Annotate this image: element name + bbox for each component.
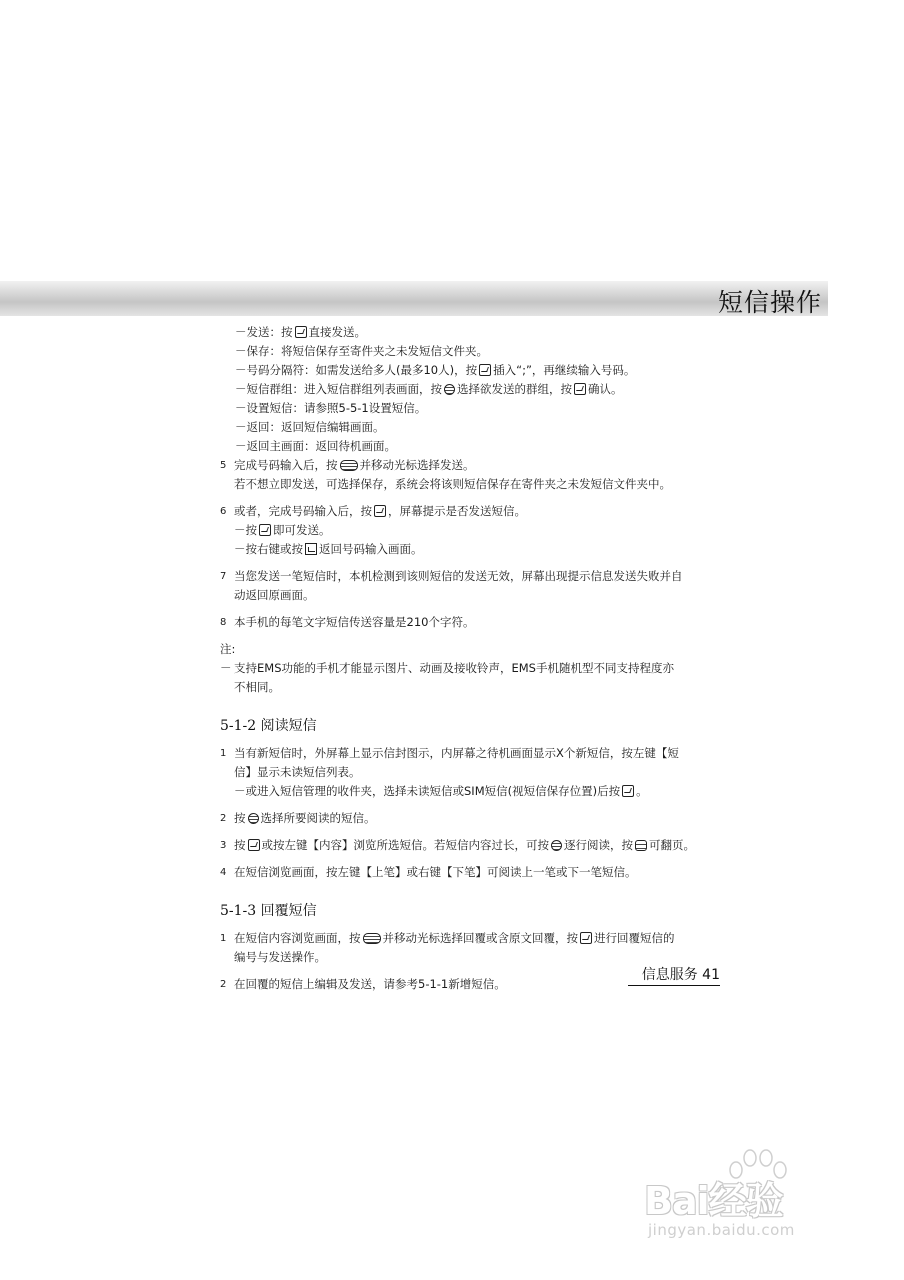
note-text: 支持EMS功能的手机才能显示图片、动画及接收铃声，EMS手机随机型不同支持程度亦 [234, 661, 674, 675]
option-group-text: －短信群组：进入短信群组列表画面，按 [235, 382, 442, 396]
step-number: 5 [220, 460, 227, 471]
note-text: 不相同。 [234, 680, 280, 694]
watermark-brand: Bai经验 [644, 1179, 783, 1223]
step-text: 或按左键【内容】浏览所选短信。若短信内容过长，可按 [261, 838, 549, 852]
step-8 [220, 613, 705, 632]
step-text: 在回覆的短信上编辑及发送，请参考5-1-1新增短信。 [234, 977, 506, 991]
option-group [220, 380, 705, 399]
step-number: 4 [220, 867, 227, 878]
step-number: 6 [220, 506, 227, 517]
option-group-tail: 确认。 [588, 382, 623, 396]
note-label: 注: [220, 642, 236, 656]
nav-key-icon [444, 384, 455, 395]
menu-key-icon [340, 460, 358, 471]
step-number: 8 [220, 617, 227, 628]
step-text: 或者，完成号码输入后，按 [234, 504, 372, 518]
step-6 [220, 502, 705, 559]
step-text: 若不想立即发送，可选择保存，系统会将该则短信保存在寄件夹之未发短信文件夹中。 [234, 477, 671, 491]
note [220, 659, 705, 697]
option-separator-tail: 插入“;”，再继续输入号码。 [493, 363, 636, 377]
option-home: －返回主画面：返回待机画面。 [235, 439, 396, 453]
step-text: －或进入短信管理的收件夹，选择未读短信或SIM短信(视短信保存位置)后按 [234, 784, 621, 798]
step-text: －按右键或按 [234, 542, 303, 556]
step-text: 按 [234, 811, 246, 825]
content-body [220, 323, 705, 994]
nav-key-icon [248, 813, 259, 824]
step-7 [220, 567, 705, 605]
section-title-read: 5-1-2 阅读短信 [220, 718, 317, 734]
ok-key-icon [259, 524, 271, 536]
step-text: 按 [234, 838, 246, 852]
header-band [0, 281, 828, 316]
read-step-2 [220, 809, 705, 828]
step-number: 2 [220, 813, 227, 824]
step-number: 3 [220, 840, 227, 851]
option-send-text: －发送：按 [235, 325, 293, 339]
option-settings: －设置短信：请参照5-5-1设置短信。 [235, 401, 427, 415]
step-number: 2 [220, 979, 227, 990]
step-text: ，屏幕提示是否发送短信。 [388, 504, 526, 518]
option-separator-text: －号码分隔符：如需发送给多人(最多10人)，按 [235, 363, 478, 377]
page-footer: 信息服务 41 [628, 964, 720, 986]
option-send-tail: 直接发送。 [308, 325, 366, 339]
step-text: 完成号码输入后，按 [234, 458, 338, 472]
step-number: 1 [220, 933, 227, 944]
ok-key-icon [295, 326, 307, 338]
page-title: 短信操作 [717, 288, 822, 317]
watermark-url: jingyan.baidu.com [648, 1221, 795, 1239]
step-text: 。 [636, 784, 648, 798]
ok-key-icon [622, 785, 634, 797]
ok-key-icon [574, 383, 586, 395]
baidu-watermark [644, 1148, 864, 1248]
ok-key-icon [479, 364, 491, 376]
ok-key-icon [374, 505, 386, 517]
step-number: 7 [220, 571, 227, 582]
step-text: 即可发送。 [273, 523, 331, 537]
step-text: 选择所要阅读的短信。 [260, 811, 376, 825]
step-text: 逐行阅读，按 [564, 838, 633, 852]
option-send [220, 323, 705, 342]
back-key-icon [305, 543, 317, 555]
step-text: 本手机的每笔文字短信传送容量是210个字符。 [234, 615, 475, 629]
read-step-4 [220, 863, 705, 882]
step-text: 并移动光标选择发送。 [359, 458, 475, 472]
step-text: 动返回原画面。 [234, 588, 315, 602]
step-text: 当有新短信时，外屏幕上显示信封图示，内屏幕之待机画面显示X个新短信，按左键【短 [234, 746, 679, 760]
option-separator [220, 361, 705, 380]
step-text: 在短信内容浏览画面，按 [234, 931, 361, 945]
ok-key-icon [248, 839, 260, 851]
step-5 [220, 456, 705, 494]
read-step-1 [220, 744, 705, 801]
menu-key-icon [363, 933, 381, 944]
nav-key-icon [551, 840, 562, 851]
read-step-3 [220, 836, 705, 855]
note-dash: － [220, 661, 232, 675]
step-text: 在短信浏览画面，按左键【上笔】或右键【下笔】可阅读上一笔或下一笔短信。 [234, 865, 637, 879]
option-group-mid: 选择欲发送的群组，按 [457, 382, 572, 396]
option-save: －保存：将短信保存至寄件夹之未发短信文件夹。 [235, 344, 488, 358]
section-title-reply: 5-1-3 回覆短信 [220, 903, 317, 919]
page-key-icon [635, 840, 647, 851]
step-text: 返回号码输入画面。 [319, 542, 423, 556]
ok-key-icon [580, 932, 592, 944]
reply-step-1 [220, 929, 705, 967]
step-text: －按 [234, 523, 257, 537]
step-text: 可翻页。 [649, 838, 695, 852]
step-text: 信】显示未读短信列表。 [234, 765, 361, 779]
step-text: 当您发送一笔短信时，本机检测到该则短信的发送无效，屏幕出现提示信息发送失败并自 [234, 569, 683, 583]
step-text: 编号与发送操作。 [234, 950, 326, 964]
option-back: －返回：返回短信编辑画面。 [235, 420, 385, 434]
step-text: 并移动光标选择回覆或含原文回覆，按 [382, 931, 578, 945]
step-text: 进行回覆短信的 [594, 931, 675, 945]
step-number: 1 [220, 748, 227, 759]
